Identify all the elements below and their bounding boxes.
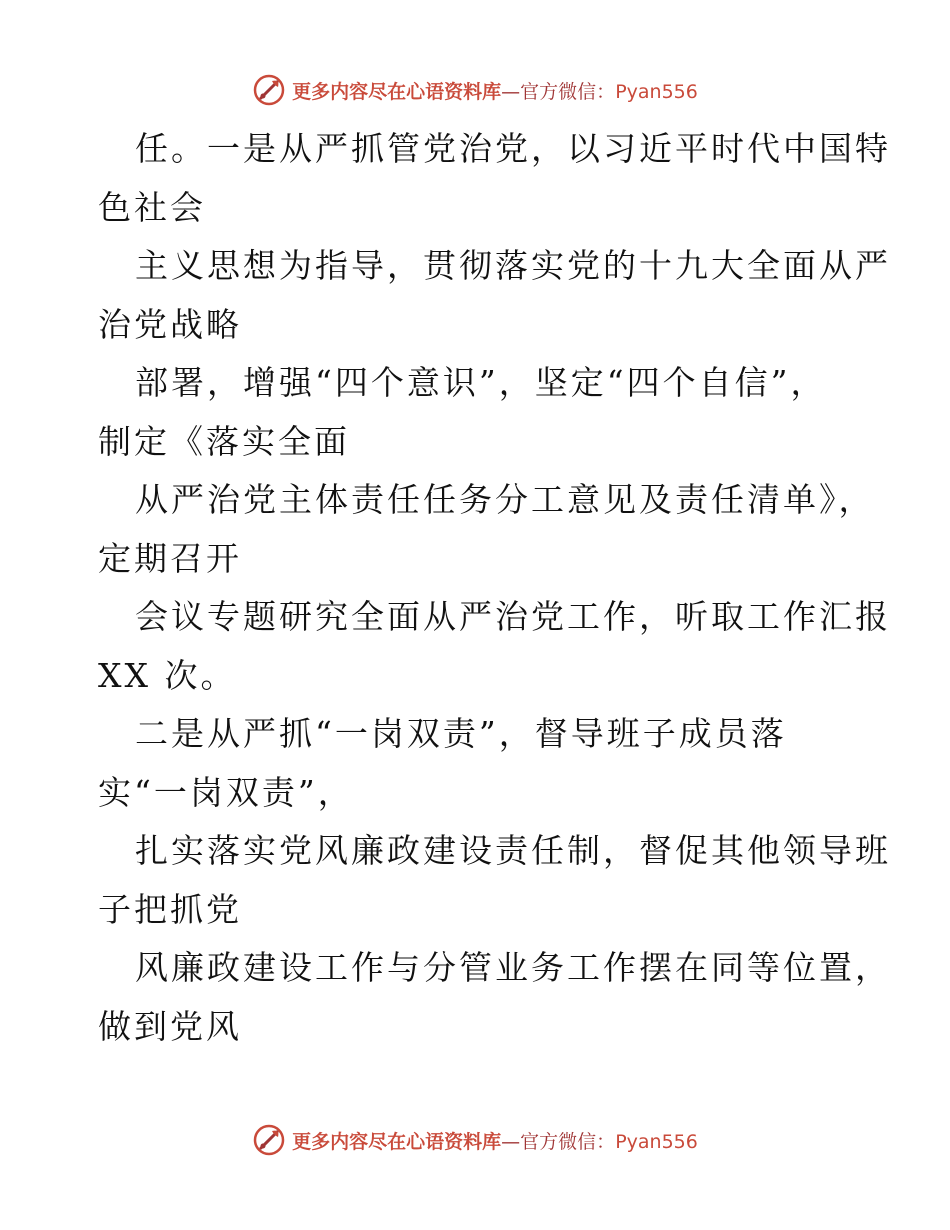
text-line: 二是从严抓“一岗双责”，督导班子成员落 <box>135 714 787 753</box>
red-quill-seal-icon <box>252 73 286 107</box>
watermark-account-text: Pyan556 <box>615 1130 698 1153</box>
watermark-account-text: Pyan556 <box>615 80 698 103</box>
text-line: 色社会 <box>98 187 206 227</box>
watermark-official-text: —官方微信： <box>501 80 616 103</box>
text-line: 制定《落实全面 <box>98 421 350 461</box>
text-line: 风廉政建设工作与分管业务工作摆在同等位置， <box>135 948 891 987</box>
text-line: 治党战略 <box>98 304 242 344</box>
red-quill-seal-icon <box>252 1123 286 1157</box>
watermark-library-text: 更多内容尽在心语资料库 <box>292 1130 502 1153</box>
watermark-official-text: —官方微信： <box>501 1130 616 1153</box>
text-line: 主义思想为指导，贯彻落实党的十九大全面从严 <box>135 246 891 285</box>
text-line: 定期召开 <box>98 538 242 578</box>
text-line: XX 次。 <box>98 655 237 695</box>
footer-watermark <box>0 1120 950 1160</box>
text-line: 子把抓党 <box>98 889 242 929</box>
document-body <box>98 120 891 1056</box>
text-line: 会议专题研究全面从严治党工作，听取工作汇报 <box>135 597 891 636</box>
watermark-library-text: 更多内容尽在心语资料库 <box>292 80 502 103</box>
text-line: 扎实落实党风廉政建设责任制，督促其他领导班 <box>135 831 891 870</box>
text-line: 部署，增强“四个意识”，坚定“四个自信”， <box>135 363 827 402</box>
text-line: 做到党风 <box>98 1006 242 1046</box>
header-watermark <box>0 70 950 110</box>
text-line: 从严治党主体责任任务分工意见及责任清单》， <box>135 480 875 519</box>
text-line: 实“一岗双责”， <box>98 772 354 812</box>
text-line: 任。一是从严抓管党治党，以习近平时代中国特 <box>135 129 891 168</box>
